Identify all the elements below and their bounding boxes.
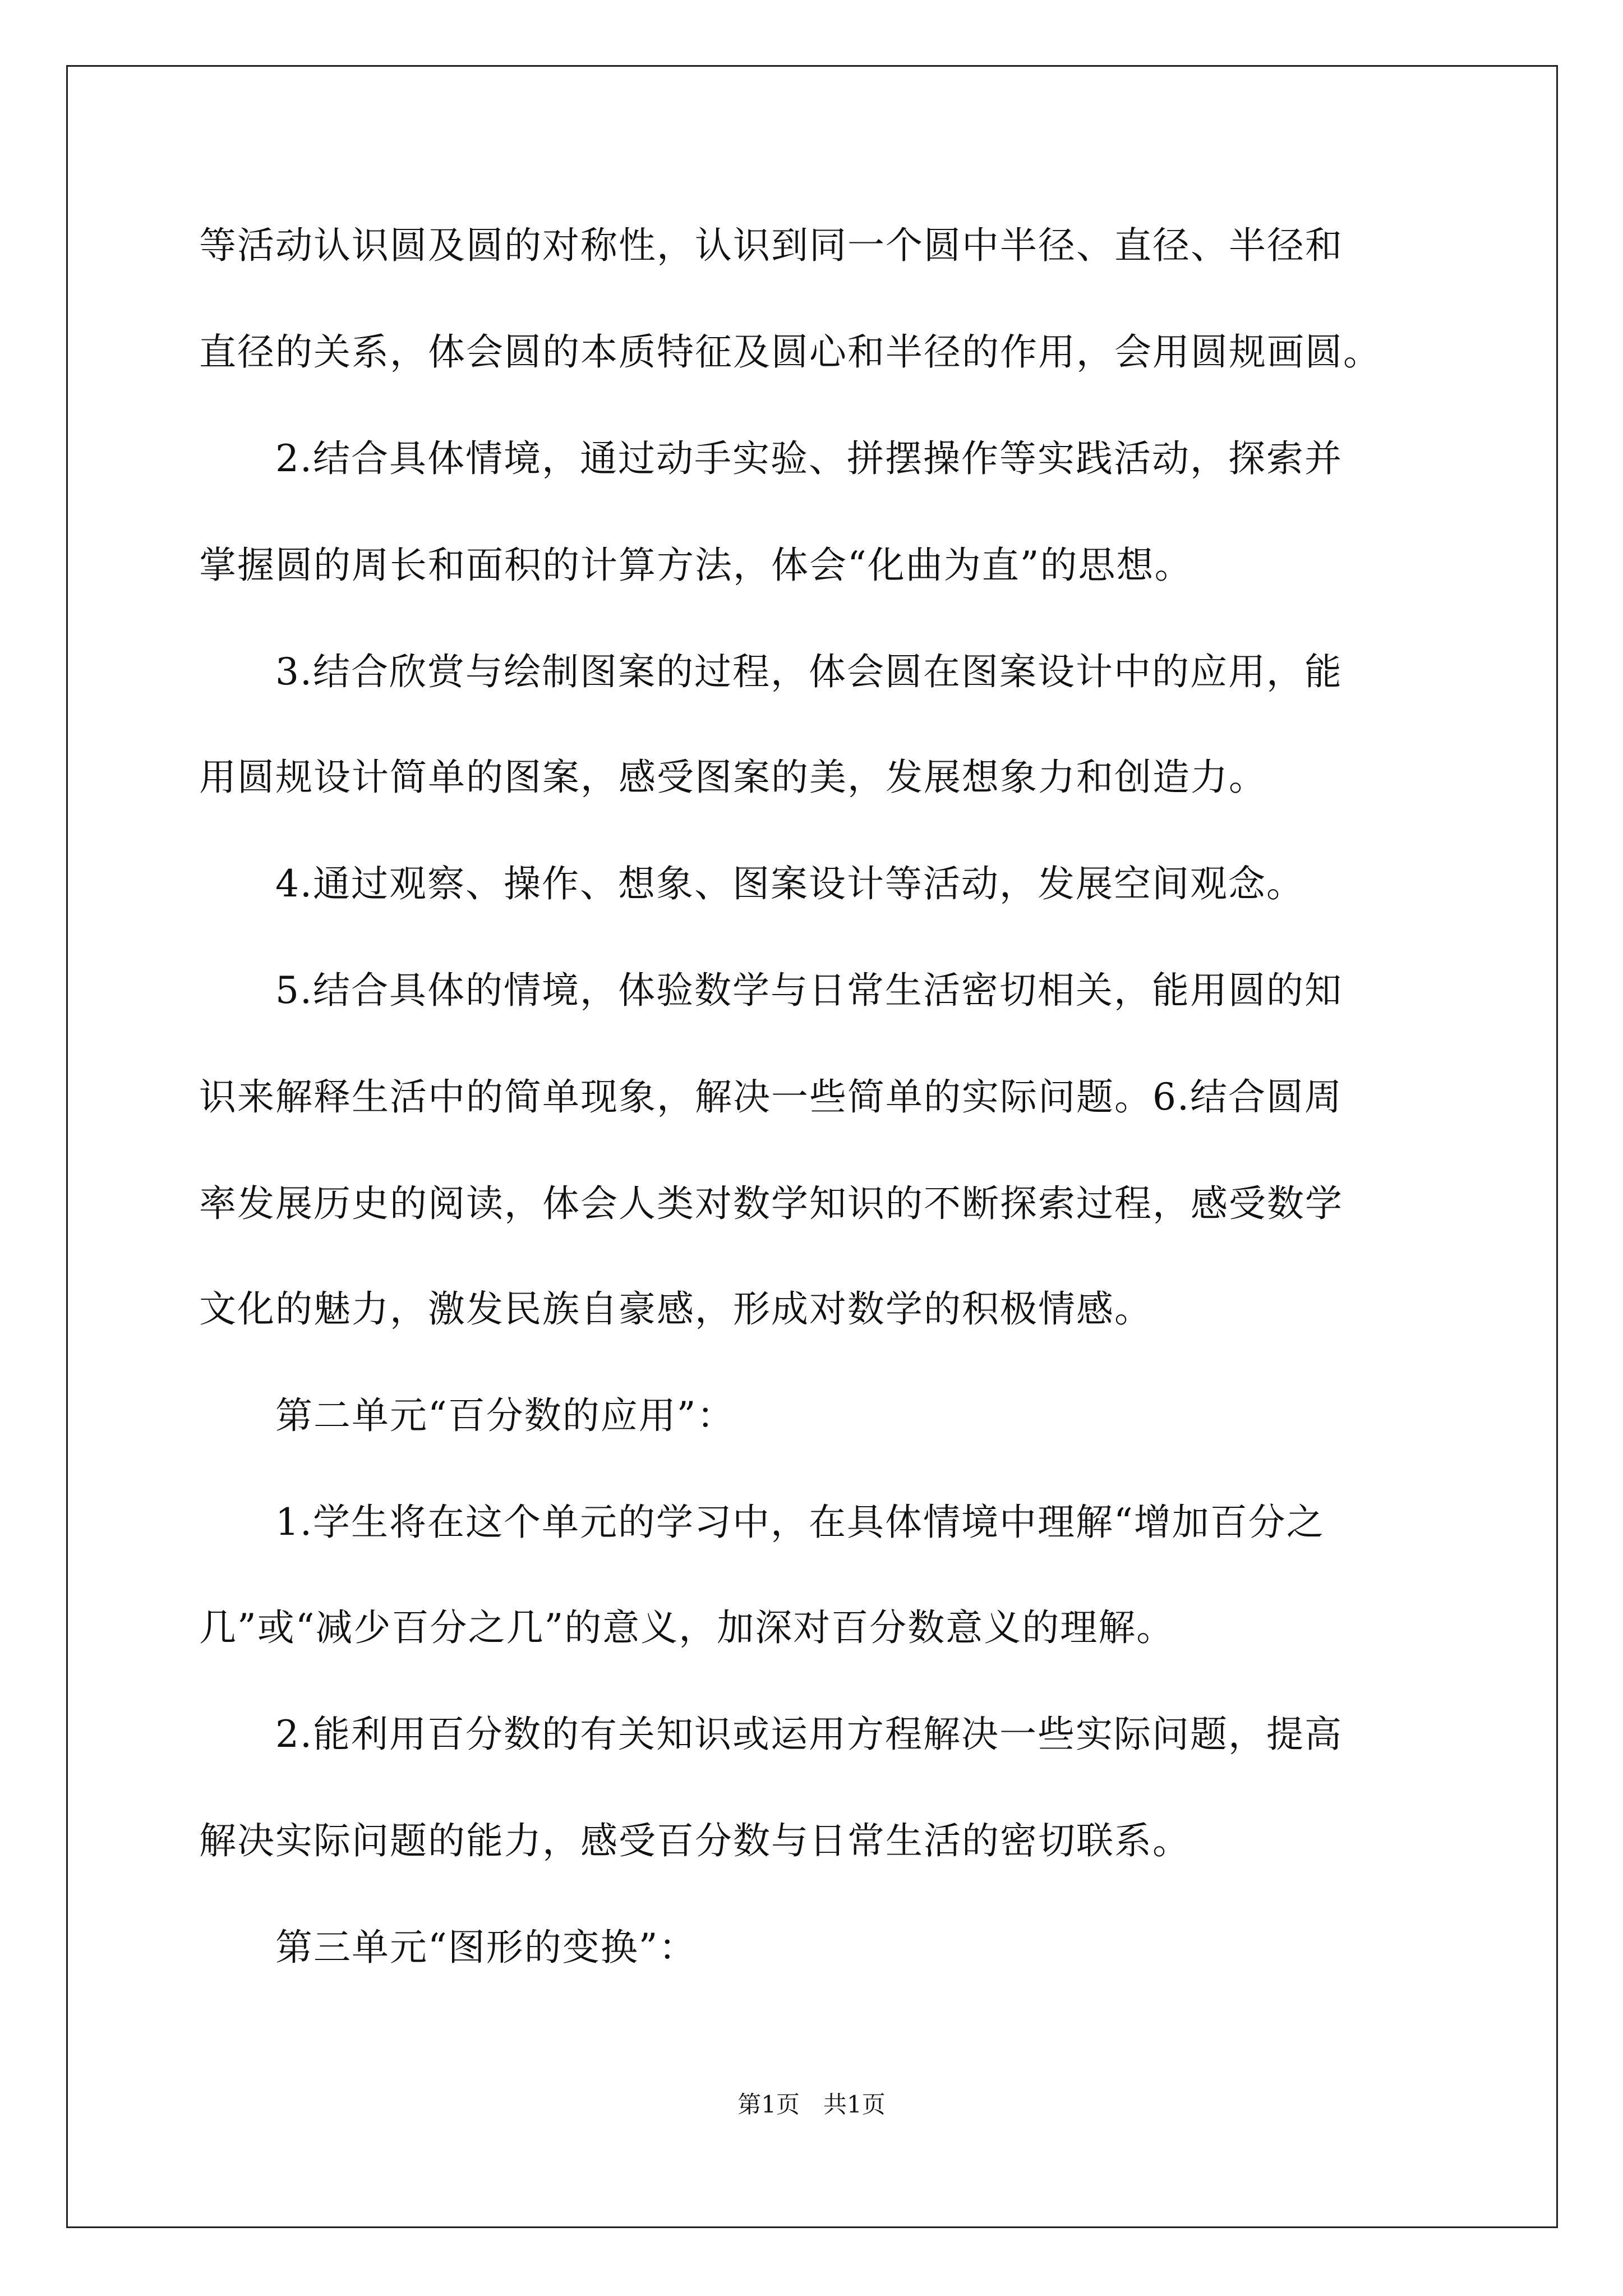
section-heading: 第二单元“百分数的应用”： — [275, 1394, 735, 1437]
section-heading: 第三单元“图形的变换”： — [275, 1926, 697, 1969]
text-line: 直径的关系，体会圆的本质特征及圆心和半径的作用，会用圆规画圆。 — [199, 330, 1381, 374]
text-line: 等活动认识圆及圆的对称性，认识到同一个圆中半径、直径、半径和 — [199, 224, 1343, 267]
paragraph-first-line: 4.通过观察、操作、想象、图案设计等活动，发展空间观念。 — [275, 862, 1304, 905]
paragraph-first-line: 3.结合欣赏与绘制图案的过程，体会圆在图案设计中的应用，能 — [275, 650, 1343, 693]
text-line: 用圆规设计简单的图案，感受图案的美，发展想象力和创造力。 — [199, 756, 1267, 799]
paragraph-first-line: 2.能利用百分数的有关知识或运用方程解决一些实际问题，提高 — [275, 1713, 1343, 1756]
text-line: 文化的魅力，激发民族自豪感，形成对数学的积极情感。 — [199, 1287, 1152, 1331]
text-line: 识来解释生活中的简单现象，解决一些简单的实际问题。6.结合圆周 — [199, 1075, 1343, 1119]
paragraph-first-line: 1.学生将在这个单元的学习中，在具体情境中理解“增加百分之 — [275, 1501, 1325, 1544]
page-footer: 第1页 共1页 — [737, 2091, 886, 2118]
page-border — [66, 65, 1558, 2228]
text-line: 解决实际问题的能力，感受百分数与日常生活的密切联系。 — [199, 1819, 1191, 1862]
text-line: 掌握圆的周长和面积的计算方法，体会“化曲为直”的思想。 — [199, 544, 1193, 587]
paragraph-first-line: 5.结合具体的情境，体验数学与日常生活密切相关，能用圆的知 — [275, 969, 1343, 1012]
text-line: 几”或“减少百分之几”的意义，加深对百分数意义的理解。 — [199, 1606, 1175, 1649]
paragraph-first-line: 2.结合具体情境，通过动手实验、拼摆操作等实践活动，探索并 — [275, 437, 1343, 480]
text-line: 率发展历史的阅读，体会人类对数学知识的不断探索过程，感受数学 — [199, 1182, 1343, 1225]
